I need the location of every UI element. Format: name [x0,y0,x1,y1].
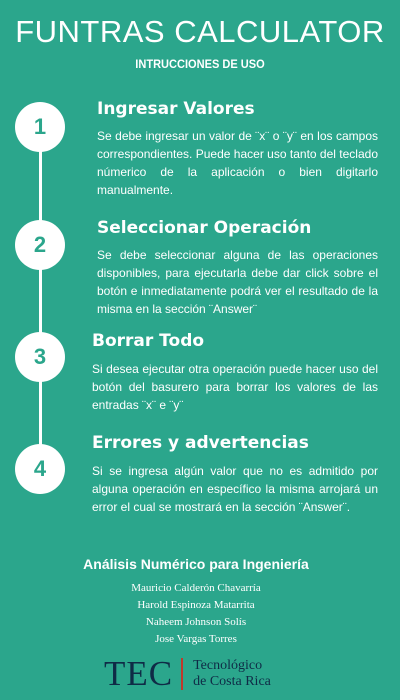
author-name: Harold Espinoza Matarrita [137,599,255,611]
authors-list [0,580,392,648]
author-name: Mauricio Calderón Chavarría [131,582,261,594]
step-2-number: 2 [33,232,47,257]
timeline-line [39,128,42,468]
step-4-number: 4 [33,456,47,481]
step-3-number: 3 [33,344,47,369]
logo-institution-name [193,658,271,690]
step-1-text: Se debe ingresar un valor de ¨x¨ o ¨y¨ en los campos correspondientes. Puede hacer uso tanto del teclado númerico de la aplicación o bien digitarlo manualmente. [97,129,378,197]
step-1-number: 1 [33,114,47,139]
step-3-title: Borrar Todo [92,331,205,351]
step-1-title: Ingresar Valores [97,99,255,119]
step-4-circle [15,444,65,494]
step-4-title: Errores y advertencias [92,433,309,453]
course-name: Análisis Numérico para Ingeniería [83,556,309,572]
logo-divider [181,658,183,690]
step-1-circle [15,102,65,152]
logo-line-2: de Costa Rica [193,674,271,689]
step-2-title: Seleccionar Operación [97,218,312,238]
tec-logo [104,654,271,694]
author-name: Naheem Johnson Solís [145,616,247,628]
step-3-text: Si desea ejecutar otra operación puede hacer uso del botón del basurero para borrar los valores de las entradas ¨x¨ e ¨y¨ [92,362,378,412]
page-title: FUNTRAS CALCULATOR [15,14,385,49]
step-4-text: Si se ingresa algún valor que no es admitido por alguna operación en específico la misma arrojará un error el cual se mostrará en la sección ¨Answer¨. [92,464,378,514]
page-subtitle: INTRUCCIONES DE USO [135,57,265,71]
logo-line-1: Tecnológico [193,658,263,673]
step-3-circle [15,332,65,382]
step-2-text: Se debe seleccionar alguna de las operaciones disponibles, para ejecutarla debe dar click sobre el botón e inmediatamente podrá ver el resultado de la misma en la sección ¨Answer¨ [97,248,378,316]
logo-mark: TEC [104,654,174,693]
author-name: Jose Vargas Torres [155,633,237,645]
step-2-circle [15,220,65,270]
